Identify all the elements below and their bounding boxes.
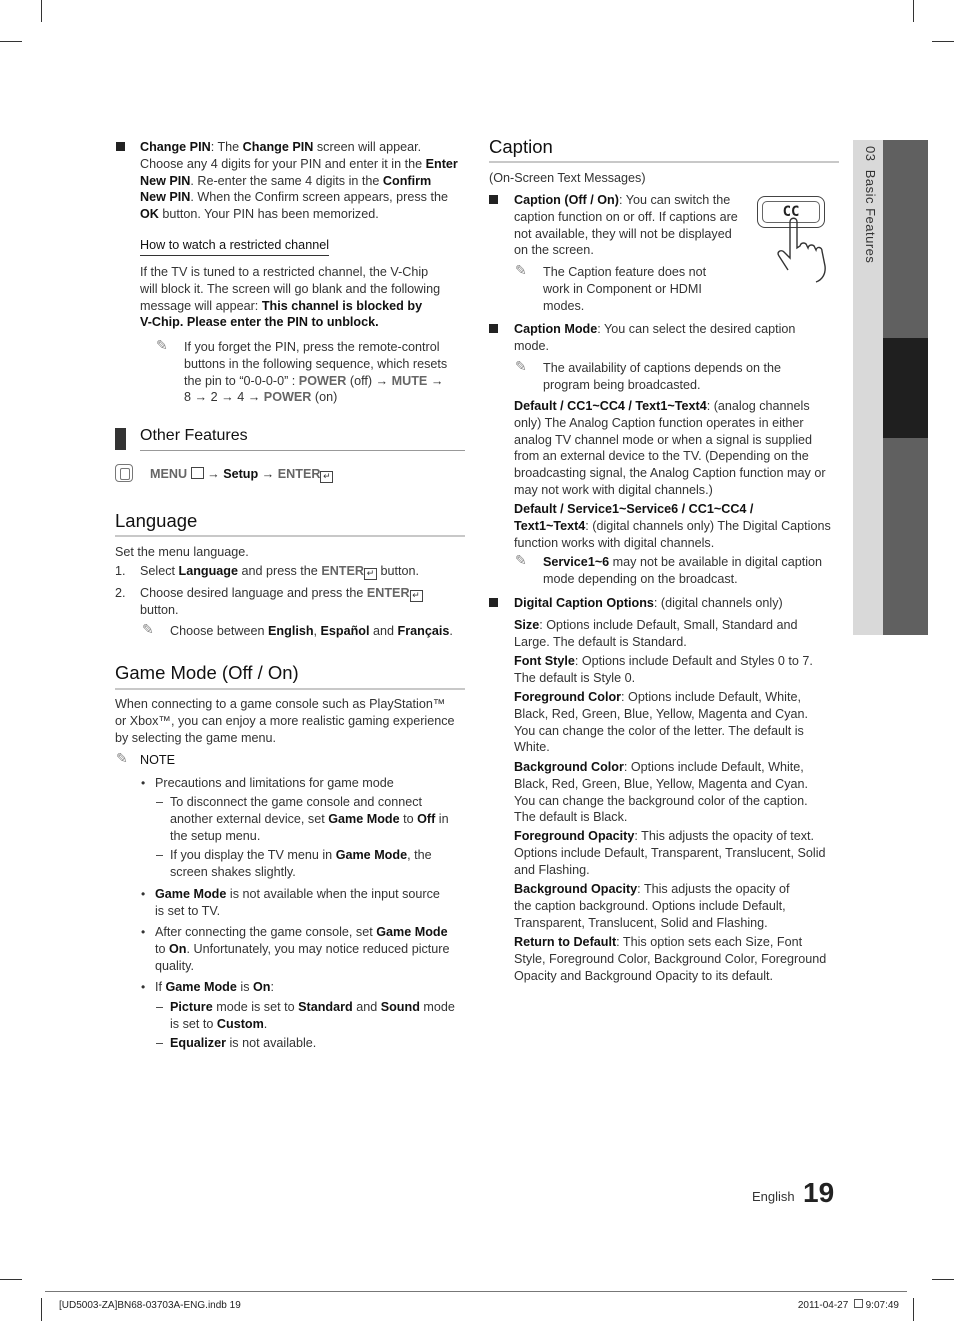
language-note: Choose between English, Español and Français. <box>170 624 453 638</box>
menu-grid-icon <box>191 467 204 479</box>
section-marker <box>115 428 126 450</box>
chapter-label: 03 Basic Features <box>862 146 878 264</box>
note-label: NOTE <box>140 753 175 767</box>
divider <box>140 450 465 451</box>
digital-caption: Default / Service1~Service6 / CC1~CC4 / Text1~Text4: (digital channels only) The Digital Captions function works with digital channels. <box>514 502 831 550</box>
bullet-square <box>489 195 498 204</box>
game-bullet-2: Game Mode is not available when the input source is set to TV. <box>155 887 440 918</box>
caption-title: Caption <box>489 136 553 157</box>
print-slug <box>45 1291 907 1320</box>
language-intro: Set the menu language. <box>115 545 249 559</box>
language-step-2: Choose desired language and press the ENTER ↵ button. <box>140 585 470 619</box>
restricted-text: If the TV is tuned to a restricted channel, the V-Chip will block it. The screen will go blank and the following message will appear: This channel is blocked by V-Chip. Please enter the PIN to unblock. <box>140 265 441 330</box>
other-features-heading: Other Features <box>140 427 248 444</box>
option-background-opacity: Background Opacity: This adjusts the opacity of the caption background. Options include Default, Transparent, Translucent, Solid and Flashing. <box>514 882 790 930</box>
crop-mark <box>913 0 914 22</box>
crop-mark <box>0 1279 22 1280</box>
game-subitem-3: Picture mode is set to Standard and Sound mode is set to Custom. <box>170 1000 455 1031</box>
divider <box>489 161 839 163</box>
crop-mark <box>932 41 954 42</box>
pencil-icon: ✎ <box>515 552 527 568</box>
step-number: 1. <box>115 564 126 578</box>
crop-mark <box>41 0 42 22</box>
dash: – <box>156 795 164 809</box>
pencil-icon: ✎ <box>116 750 128 766</box>
bullet-dot: • <box>141 776 146 790</box>
bullet-dot: • <box>141 925 146 939</box>
enter-icon: ↵ <box>410 590 423 602</box>
caption-onoff: Caption (Off / On): You can switch the caption function on or off. If captions are not available, they will not be displayed on the screen. <box>514 193 738 258</box>
option-font-style: Font Style: Options include Default and Styles 0 to 7. The default is Style 0. <box>514 654 813 685</box>
analog-caption: Default / CC1~CC4 / Text1~Text4: (analog channels only) The Analog Caption function operates in either analog TV channel mode or when a signal is supplied from an external device to the TV. (Depending on the broadcasting signal, the Analog Caption function may or may not work with digital channels.) <box>514 399 826 497</box>
game-subitem-4: Equalizer is not available. <box>170 1036 317 1050</box>
game-bullet-1: Precautions and limitations for game mode <box>155 776 394 790</box>
page-number: 19 <box>803 1177 835 1208</box>
option-background-color: Background Color: Options include Default, White, Black, Red, Green, Blue, Yellow, Magenta and Cyan. You can change the background color of the caption. The default is Black. <box>514 760 809 825</box>
pencil-icon: ✎ <box>515 358 527 374</box>
hand-pointer-icon <box>770 214 840 284</box>
chapter-tab-block <box>883 438 928 635</box>
caption-note-2: The availability of captions depends on the program being broadcasted. <box>543 361 782 392</box>
pencil-icon: ✎ <box>515 262 527 278</box>
option-size: Size: Options include Default, Small, Standard and Large. The default is Standard. <box>514 618 798 649</box>
bullet-dot: • <box>141 887 146 901</box>
dash: – <box>156 1000 164 1014</box>
language-title: Language <box>115 510 198 531</box>
game-mode-title: Game Mode (Off / On) <box>115 662 299 683</box>
change-pin-item: Change PIN: The Change PIN screen will appear. Choose any 4 digits for your PIN and enter it in the Enter New PIN. Re-enter the same 4 digits in the Confirm New PIN. When the Confirm screen appears, press the OK button. Your PIN has been memorized. <box>140 140 458 222</box>
game-subitem-2: If you display the TV menu in Game Mode, the screen shakes slightly. <box>170 848 432 879</box>
option-foreground-opacity: Foreground Opacity: This adjusts the opacity of text. Options include Default, Transparent, Translucent, Solid and Flashing. <box>514 829 826 877</box>
dash: – <box>156 1036 164 1050</box>
game-bullet-4: If Game Mode is On: <box>155 980 274 994</box>
game-mode-intro: When connecting to a game console such as PlayStation™ or Xbox™, you can enjoy a more realistic gaming experience by selecting the game menu. <box>115 697 455 745</box>
restricted-heading: How to watch a restricted channel <box>140 237 329 256</box>
caption-subtitle: (On-Screen Text Messages) <box>489 171 646 185</box>
game-subitem-1: To disconnect the game console and connect another external device, set Game Mode to Off in the setup menu. <box>170 795 449 843</box>
crop-mark <box>0 41 22 42</box>
dash: – <box>156 848 164 862</box>
crop-mark <box>913 1298 914 1321</box>
chapter-tab-block <box>883 140 928 338</box>
chapter-tab-active <box>883 338 928 438</box>
pencil-icon: ✎ <box>156 337 168 353</box>
enter-icon: ↵ <box>320 471 333 483</box>
slug-file: [UD5003-ZA]BN68-03703A-ENG.indb 19 <box>59 1300 241 1311</box>
step-number: 2. <box>115 586 126 600</box>
bullet-square <box>489 598 498 607</box>
language-step-1: Select Language and press the ENTER ↵ button. <box>140 564 420 578</box>
divider <box>115 688 465 690</box>
option-foreground-color: Foreground Color: Options include Default, White, Black, Red, Green, Blue, Yellow, Magenta and Cyan. You can change the color of the letter. The default is White. <box>514 690 809 755</box>
menu-icon <box>115 464 133 482</box>
footer-language: English <box>752 1189 795 1204</box>
caption-mode: Caption Mode: You can select the desired caption mode. <box>514 322 796 353</box>
menu-path: MENU → Setup → ENTER ↵ <box>150 466 333 483</box>
caption-note-3: Service1~6 may not be available in digital caption mode depending on the broadcast. <box>543 555 823 586</box>
slug-date: 2011-04-27 9:07:49 <box>797 1300 899 1311</box>
bullet-dot: • <box>141 980 146 994</box>
digital-caption-options: Digital Caption Options: (digital channels only) <box>514 596 783 610</box>
cc-button-icon: CC <box>757 196 825 228</box>
forget-pin-note: If you forget the PIN, press the remote-control buttons in the following sequence, which resets the pin to “0-0-0-0” : POWER (off) → MUTE → 8 → 2 → 4 → POWER (on) <box>184 340 448 405</box>
divider <box>115 535 465 537</box>
pencil-icon: ✎ <box>142 621 154 637</box>
bullet-square <box>489 324 498 333</box>
enter-icon: ↵ <box>364 568 377 580</box>
caption-note-1: The Caption feature does not work in Component or HDMI modes. <box>543 265 707 313</box>
game-bullet-3: After connecting the game console, set Game Mode to On. Unfortunately, you may notice reduced picture quality. <box>155 925 450 973</box>
option-return-default: Return to Default: This option sets each Size, Font Style, Foreground Color, Background Color, Foreground Opacity and Background Opacity to its default. <box>514 935 827 983</box>
bullet-square <box>116 142 125 151</box>
crop-mark <box>41 1298 42 1321</box>
crop-mark <box>932 1279 954 1280</box>
